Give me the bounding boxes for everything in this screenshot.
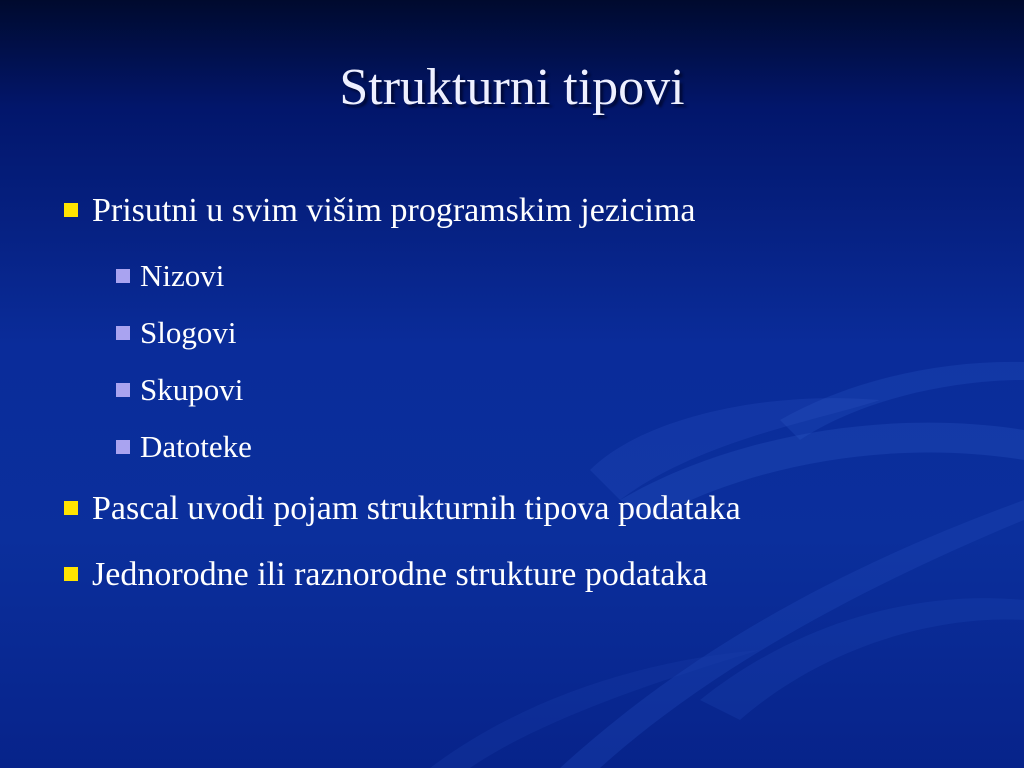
sub-bullet-text: Slogovi [140,315,237,350]
bullet-item-pascal [64,492,741,526]
slide-title: Strukturni tipovi [339,59,685,116]
sub-bullet-text: Datoteke [140,429,252,464]
bullet-item-prisutni [64,194,695,228]
square-bullet-icon [64,203,78,217]
sub-bullet-text: Nizovi [140,258,225,293]
square-bullet-icon [116,326,130,340]
sub-bullet-text: Skupovi [140,372,244,407]
bullet-text: Jednorodne ili raznorodne strukture podataka [92,556,708,593]
sub-bullet-item-skupovi [116,374,243,405]
square-bullet-icon [64,501,78,515]
sub-bullet-item-datoteke [116,431,252,462]
square-bullet-icon [116,383,130,397]
bullet-text: Pascal uvodi pojam strukturnih tipova podataka [92,490,741,527]
square-bullet-icon [64,567,78,581]
bullet-text: Prisutni u svim višim programskim jezicima [92,192,696,229]
sub-bullet-item-nizovi [116,260,224,291]
square-bullet-icon [116,269,130,283]
square-bullet-icon [116,440,130,454]
sub-bullet-item-slogovi [116,317,236,348]
bullet-item-jednorodne [64,558,708,592]
